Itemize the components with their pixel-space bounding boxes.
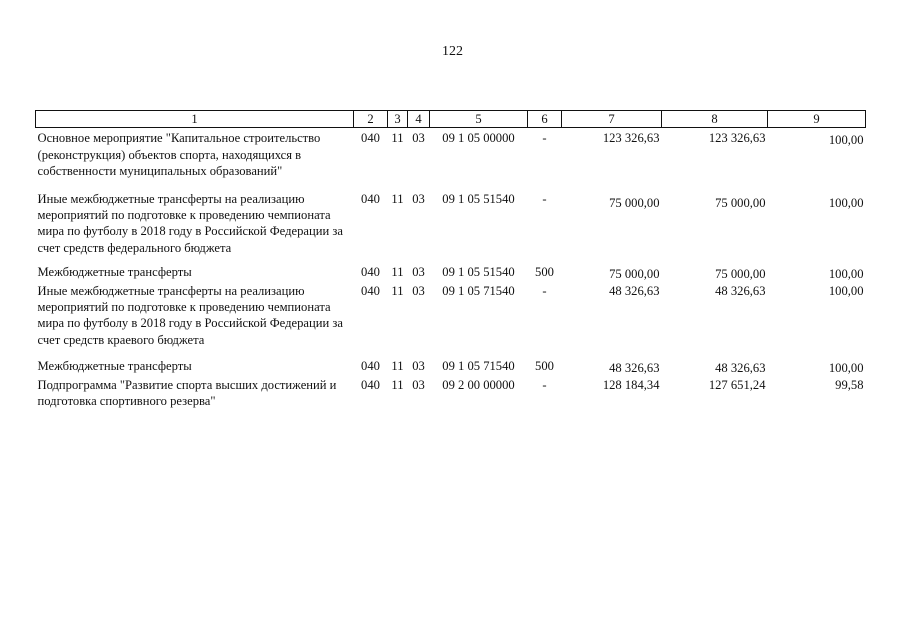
subsection-code: 03 — [412, 191, 425, 206]
ministry-code: 040 — [361, 265, 380, 280]
execution-percent: 100,00 — [828, 133, 864, 148]
column-header: 4 — [408, 111, 430, 128]
budget-table — [35, 110, 866, 410]
executed-amount: 127 651,24 — [708, 377, 766, 392]
column-header: 8 — [662, 111, 768, 128]
section-code: 11 — [391, 377, 404, 392]
column-header: 1 — [36, 111, 354, 128]
row-name: Основное мероприятие "Капитальное строительство (реконструкция) объектов спорта, находящихся в собственности муниципальных образований" — [37, 131, 321, 179]
column-header: 3 — [388, 111, 408, 128]
column-header: 2 — [354, 111, 388, 128]
section-code: 11 — [391, 191, 404, 206]
executed-amount: 48 326,63 — [715, 283, 766, 298]
planned-amount: 75 000,00 — [609, 195, 660, 210]
expense-type-code: - — [542, 283, 547, 298]
column-header: 7 — [562, 111, 662, 128]
subsection-code: 03 — [412, 283, 425, 298]
table-row — [36, 264, 866, 282]
subsection-code: 03 — [412, 377, 425, 392]
ministry-code: 040 — [361, 131, 380, 146]
column-number-header — [36, 111, 866, 128]
executed-amount: 75 000,00 — [715, 267, 766, 282]
expense-type-code: - — [542, 191, 547, 206]
target-article-code: 09 1 05 51540 — [442, 191, 515, 206]
row-name: Иные межбюджетные трансферты на реализацию мероприятий по подготовке к проведению чемпионата мира по футболу в 2018 году в Российской Федерации за счет средств федерального бюджета — [37, 191, 343, 255]
planned-amount: 48 326,63 — [609, 361, 660, 376]
target-article-code: 09 1 05 71540 — [442, 283, 515, 298]
subsection-code: 03 — [412, 359, 425, 374]
ministry-code: 040 — [361, 283, 380, 298]
column-header: 5 — [430, 111, 528, 128]
expense-type-code: 500 — [535, 359, 554, 374]
table-row — [36, 377, 866, 410]
executed-amount: 123 326,63 — [708, 131, 766, 146]
planned-amount: 128 184,34 — [602, 377, 660, 392]
section-code: 11 — [391, 131, 404, 146]
execution-percent: 100,00 — [828, 361, 864, 376]
row-name: Межбюджетные трансферты — [37, 265, 192, 280]
target-article-code: 09 1 05 71540 — [442, 359, 515, 374]
section-code: 11 — [391, 359, 404, 374]
target-article-code: 09 1 05 00000 — [442, 131, 515, 146]
section-code: 11 — [391, 283, 404, 298]
table-row — [36, 191, 866, 265]
section-code: 11 — [391, 265, 404, 280]
ministry-code: 040 — [361, 191, 380, 206]
expense-type-code: - — [542, 377, 547, 392]
table-row — [36, 128, 866, 191]
page-number: 122 — [442, 44, 463, 59]
column-header: 6 — [528, 111, 562, 128]
execution-percent: 100,00 — [828, 195, 864, 210]
subsection-code: 03 — [412, 131, 425, 146]
table-row — [36, 358, 866, 376]
expense-type-code: - — [542, 131, 547, 146]
table-row — [36, 283, 866, 359]
executed-amount: 48 326,63 — [715, 361, 766, 376]
planned-amount: 75 000,00 — [609, 267, 660, 282]
planned-amount: 123 326,63 — [602, 131, 660, 146]
row-name: Иные межбюджетные трансферты на реализацию мероприятий по подготовке к проведению чемпионата мира по футболу в 2018 году в Российской Федерации за счет средств краевого бюджета — [37, 283, 343, 347]
column-header: 9 — [768, 111, 866, 128]
ministry-code: 040 — [361, 377, 380, 392]
row-name: Подпрограмма "Развитие спорта высших достижений и подготовка спортивного резерва" — [37, 377, 337, 409]
ministry-code: 040 — [361, 359, 380, 374]
subsection-code: 03 — [412, 265, 425, 280]
planned-amount: 48 326,63 — [609, 283, 660, 298]
execution-percent: 99,58 — [835, 377, 864, 392]
expense-type-code: 500 — [535, 265, 554, 280]
execution-percent: 100,00 — [828, 283, 864, 298]
executed-amount: 75 000,00 — [715, 195, 766, 210]
execution-percent: 100,00 — [828, 267, 864, 282]
target-article-code: 09 1 05 51540 — [442, 265, 515, 280]
row-name: Межбюджетные трансферты — [37, 359, 192, 374]
target-article-code: 09 2 00 00000 — [442, 377, 515, 392]
